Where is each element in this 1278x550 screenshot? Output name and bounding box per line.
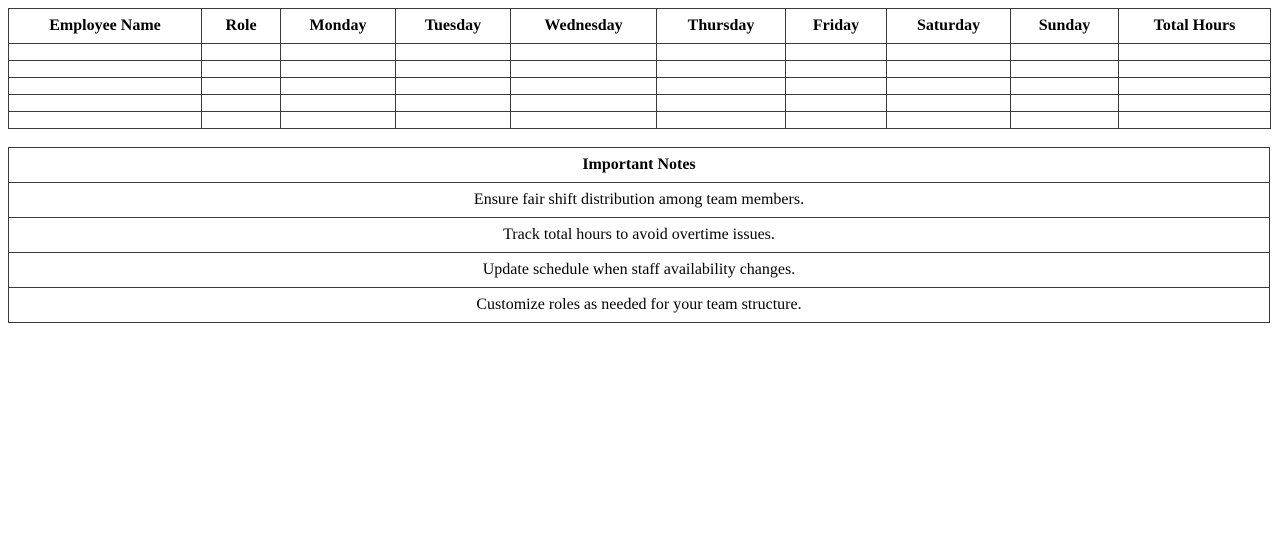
cell-monday[interactable] <box>281 112 396 129</box>
cell-sunday[interactable] <box>1011 61 1119 78</box>
note-row <box>9 288 1270 323</box>
cell-employee-name[interactable] <box>9 112 202 129</box>
cell-employee-name[interactable] <box>9 95 202 112</box>
cell-total-hours[interactable] <box>1119 112 1271 129</box>
note-row <box>9 183 1270 218</box>
cell-wednesday[interactable] <box>511 44 657 61</box>
cell-friday[interactable] <box>786 61 887 78</box>
schedule-header-row <box>9 9 1271 44</box>
column-header-thursday: Thursday <box>657 9 786 44</box>
schedule-body <box>9 44 1271 129</box>
cell-employee-name[interactable] <box>9 61 202 78</box>
note-item: Update schedule when staff availability changes. <box>9 253 1270 288</box>
schedule-table <box>8 8 1271 129</box>
cell-employee-name[interactable] <box>9 44 202 61</box>
cell-saturday[interactable] <box>887 78 1011 95</box>
cell-tuesday[interactable] <box>396 61 511 78</box>
cell-role[interactable] <box>202 95 281 112</box>
note-item: Customize roles as needed for your team structure. <box>9 288 1270 323</box>
cell-sunday[interactable] <box>1011 112 1119 129</box>
notes-table <box>8 147 1270 323</box>
cell-thursday[interactable] <box>657 44 786 61</box>
cell-thursday[interactable] <box>657 78 786 95</box>
table-row <box>9 44 1271 61</box>
cell-thursday[interactable] <box>657 61 786 78</box>
cell-saturday[interactable] <box>887 44 1011 61</box>
cell-role[interactable] <box>202 78 281 95</box>
cell-wednesday[interactable] <box>511 61 657 78</box>
cell-friday[interactable] <box>786 95 887 112</box>
cell-monday[interactable] <box>281 78 396 95</box>
cell-tuesday[interactable] <box>396 112 511 129</box>
cell-saturday[interactable] <box>887 61 1011 78</box>
table-row <box>9 112 1271 129</box>
cell-monday[interactable] <box>281 44 396 61</box>
cell-tuesday[interactable] <box>396 95 511 112</box>
cell-wednesday[interactable] <box>511 112 657 129</box>
note-row <box>9 253 1270 288</box>
cell-monday[interactable] <box>281 95 396 112</box>
cell-friday[interactable] <box>786 44 887 61</box>
notes-title: Important Notes <box>9 148 1270 183</box>
cell-sunday[interactable] <box>1011 95 1119 112</box>
cell-wednesday[interactable] <box>511 78 657 95</box>
cell-saturday[interactable] <box>887 95 1011 112</box>
cell-friday[interactable] <box>786 112 887 129</box>
note-item: Ensure fair shift distribution among team members. <box>9 183 1270 218</box>
table-row <box>9 95 1271 112</box>
cell-thursday[interactable] <box>657 112 786 129</box>
column-header-monday: Monday <box>281 9 396 44</box>
note-item: Track total hours to avoid overtime issues. <box>9 218 1270 253</box>
cell-sunday[interactable] <box>1011 44 1119 61</box>
table-row <box>9 78 1271 95</box>
column-header-sunday: Sunday <box>1011 9 1119 44</box>
cell-role[interactable] <box>202 44 281 61</box>
column-header-wednesday: Wednesday <box>511 9 657 44</box>
cell-total-hours[interactable] <box>1119 44 1271 61</box>
cell-monday[interactable] <box>281 61 396 78</box>
note-row <box>9 218 1270 253</box>
cell-total-hours[interactable] <box>1119 78 1271 95</box>
cell-friday[interactable] <box>786 78 887 95</box>
cell-thursday[interactable] <box>657 95 786 112</box>
cell-sunday[interactable] <box>1011 78 1119 95</box>
column-header-role: Role <box>202 9 281 44</box>
column-header-total-hours: Total Hours <box>1119 9 1271 44</box>
cell-tuesday[interactable] <box>396 44 511 61</box>
cell-role[interactable] <box>202 112 281 129</box>
cell-wednesday[interactable] <box>511 95 657 112</box>
column-header-saturday: Saturday <box>887 9 1011 44</box>
cell-total-hours[interactable] <box>1119 61 1271 78</box>
table-row <box>9 61 1271 78</box>
cell-saturday[interactable] <box>887 112 1011 129</box>
cell-tuesday[interactable] <box>396 78 511 95</box>
cell-role[interactable] <box>202 61 281 78</box>
column-header-employee-name: Employee Name <box>9 9 202 44</box>
cell-employee-name[interactable] <box>9 78 202 95</box>
column-header-tuesday: Tuesday <box>396 9 511 44</box>
column-header-friday: Friday <box>786 9 887 44</box>
notes-header-row <box>9 148 1270 183</box>
cell-total-hours[interactable] <box>1119 95 1271 112</box>
